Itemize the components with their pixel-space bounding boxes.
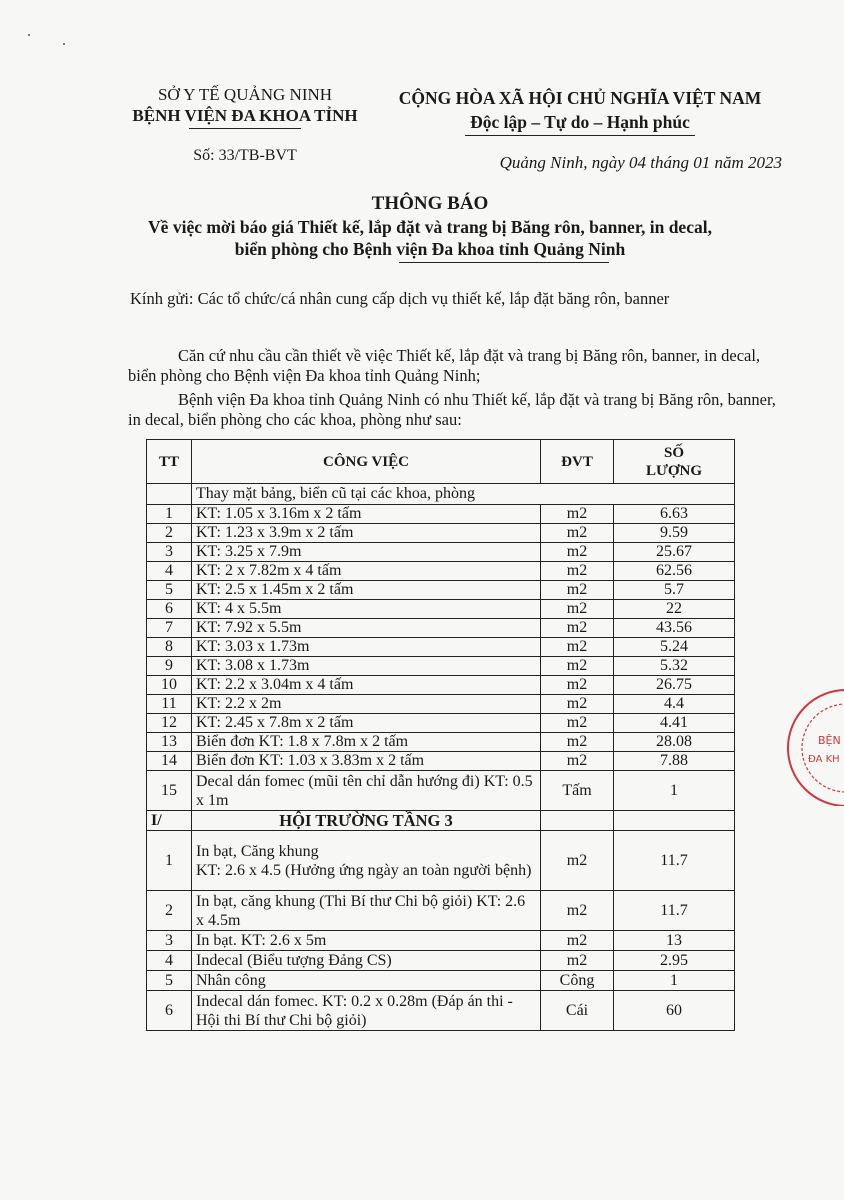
- issuer-block: [110, 84, 380, 166]
- table-row: [147, 733, 735, 752]
- document-title: THÔNG BÁO: [371, 193, 489, 214]
- header-qty-line1: SỐ: [663, 444, 684, 461]
- quantity-cell: 1: [614, 971, 735, 991]
- unit-cell: m2: [541, 733, 614, 752]
- row-number-cell: 1: [147, 831, 192, 891]
- stamp-text-bottom: ĐA KH: [808, 754, 840, 765]
- table-intro-row: [147, 484, 735, 505]
- table-row: [147, 505, 735, 524]
- table-row: [147, 524, 735, 543]
- motto-underline: [465, 135, 695, 136]
- table-row: [147, 600, 735, 619]
- quantity-cell: 6.63: [614, 505, 735, 524]
- quantity-cell: 7.88: [614, 752, 735, 771]
- work-description-cell: Biển đơn KT: 1.8 x 7.8m x 2 tấm: [192, 733, 541, 752]
- work-description-cell: KT: 3.03 x 1.73m: [192, 638, 541, 657]
- quantity-cell: 2.95: [614, 951, 735, 971]
- unit-cell: m2: [541, 600, 614, 619]
- unit-cell: m2: [541, 638, 614, 657]
- work-description-cell: KT: 2.2 x 3.04m x 4 tấm: [192, 676, 541, 695]
- row-number-cell: 1: [147, 505, 192, 524]
- row-number-cell: 10: [147, 676, 192, 695]
- table-row: [147, 951, 735, 971]
- national-heading: [380, 86, 780, 136]
- work-description-cell: KT: 2.2 x 2m: [192, 695, 541, 714]
- intro-tt-cell: [147, 484, 192, 505]
- row-number-cell: 7: [147, 619, 192, 638]
- work-description-cell: KT: 4 x 5.5m: [192, 600, 541, 619]
- section-title-cell: HỘI TRƯỜNG TẦNG 3: [192, 811, 541, 831]
- paragraph-basis: Căn cứ nhu cầu cần thiết về việc Thiết kế, lắp đặt và trang bị Băng rôn, banner, in decal, biển phòng cho Bệnh viện Đa khoa tỉnh Quảng Ninh;: [128, 346, 761, 385]
- work-description-cell: Indecal (Biểu tượng Đảng CS): [192, 951, 541, 971]
- unit-cell: m2: [541, 752, 614, 771]
- table-row: [147, 657, 735, 676]
- row-number-cell: 4: [147, 562, 192, 581]
- row-number-cell: 2: [147, 891, 192, 931]
- stamp-outer-ring: [788, 690, 844, 806]
- red-stamp-seal: [784, 686, 844, 806]
- table-row: [147, 971, 735, 991]
- document-subject-line2: biển phòng cho Bệnh viện Đa khoa tỉnh Quảng Ninh: [234, 239, 626, 259]
- unit-cell: m2: [541, 891, 614, 931]
- row-number-cell: 6: [147, 991, 192, 1031]
- work-description-cell: KT: 2.5 x 1.45m x 2 tấm: [192, 581, 541, 600]
- quantity-cell: 9.59: [614, 524, 735, 543]
- unit-cell: m2: [541, 543, 614, 562]
- work-description-cell: In bạt, Căng khung KT: 2.6 x 4.5 (Hưởng ứng ngày an toàn người bệnh): [192, 831, 541, 891]
- quantity-cell: 5.24: [614, 638, 735, 657]
- table-row: [147, 931, 735, 951]
- table-row: [147, 695, 735, 714]
- unit-cell: m2: [541, 581, 614, 600]
- section-empty-cell: [541, 811, 614, 831]
- quantity-cell: 26.75: [614, 676, 735, 695]
- row-number-cell: 4: [147, 951, 192, 971]
- section-number-cell: I/: [147, 811, 192, 831]
- row-number-cell: 3: [147, 543, 192, 562]
- intro-cell: Thay mặt bảng, biển cũ tại các khoa, phòng: [192, 484, 735, 505]
- work-description-cell: Indecal dán fomec. KT: 0.2 x 0.28m (Đáp án thi - Hội thi Bí thư Chi bộ giỏi): [192, 991, 541, 1031]
- unit-cell: m2: [541, 714, 614, 733]
- unit-cell: Tấm: [541, 771, 614, 811]
- work-description-cell: KT: 3.08 x 1.73m: [192, 657, 541, 676]
- table-row: [147, 752, 735, 771]
- table-row: [147, 581, 735, 600]
- unit-cell: m2: [541, 676, 614, 695]
- row-number-cell: 8: [147, 638, 192, 657]
- header-work: CÔNG VIỆC: [192, 440, 541, 484]
- table-row: [147, 991, 735, 1031]
- row-number-cell: 11: [147, 695, 192, 714]
- work-description-cell: KT: 7.92 x 5.5m: [192, 619, 541, 638]
- recipient-line: Kính gửi: Các tổ chức/cá nhân cung cấp dịch vụ thiết kế, lắp đặt băng rôn, banner: [130, 289, 670, 308]
- table-row: [147, 771, 735, 811]
- row-number-cell: 5: [147, 581, 192, 600]
- unit-cell: m2: [541, 524, 614, 543]
- title-block: [60, 192, 800, 263]
- quantity-cell: 5.7: [614, 581, 735, 600]
- row-number-cell: 3: [147, 931, 192, 951]
- row-number-cell: 13: [147, 733, 192, 752]
- table-row: [147, 831, 735, 891]
- stamp-inner-ring: [802, 704, 844, 792]
- unit-cell: m2: [541, 562, 614, 581]
- row-number-cell: 15: [147, 771, 192, 811]
- row-number-cell: 2: [147, 524, 192, 543]
- issuer-parent-org: SỞ Y TẾ QUẢNG NINH: [157, 85, 333, 104]
- issuer-underline: [189, 128, 301, 129]
- quantity-cell: 28.08: [614, 733, 735, 752]
- unit-cell: m2: [541, 695, 614, 714]
- work-description-cell: Decal dán fomec (mũi tên chỉ dẫn hướng đi) KT: 0.5 x 1m: [192, 771, 541, 811]
- header-qty: [614, 440, 735, 484]
- row-number-cell: 9: [147, 657, 192, 676]
- quantity-cell: 4.41: [614, 714, 735, 733]
- quantity-cell: 62.56: [614, 562, 735, 581]
- section-row: [147, 811, 735, 831]
- header-tt: TT: [147, 440, 192, 484]
- document-date: Quảng Ninh, ngày 04 tháng 01 năm 2023: [499, 153, 782, 172]
- row-number-cell: 6: [147, 600, 192, 619]
- table-header-row: [147, 440, 735, 484]
- subject-underline: [399, 262, 609, 263]
- unit-cell: m2: [541, 505, 614, 524]
- stamp-text-top: BỆN: [818, 734, 841, 747]
- unit-cell: m2: [541, 619, 614, 638]
- work-description-cell: KT: 1.05 x 3.16m x 2 tấm: [192, 505, 541, 524]
- quantity-cell: 60: [614, 991, 735, 1031]
- header-unit: ĐVT: [541, 440, 614, 484]
- header-qty-line2: LƯỢNG: [645, 462, 703, 479]
- work-description-cell: In bạt. KT: 2.6 x 5m: [192, 931, 541, 951]
- quantity-cell: 11.7: [614, 891, 735, 931]
- quantity-cell: 13: [614, 931, 735, 951]
- work-description-cell: KT: 3.25 x 7.9m: [192, 543, 541, 562]
- country-name: CỘNG HÒA XÃ HỘI CHỦ NGHĨA VIỆT NAM: [398, 88, 762, 108]
- items-table: [146, 439, 735, 1031]
- scan-speck: [28, 34, 30, 36]
- unit-cell: m2: [541, 931, 614, 951]
- table-row: [147, 891, 735, 931]
- national-motto: Độc lập – Tự do – Hạnh phúc: [470, 112, 690, 132]
- table-row: [147, 562, 735, 581]
- scan-speck: [63, 43, 65, 45]
- document-number: Số: 33/TB-BVT: [193, 147, 297, 164]
- quantity-cell: 4.4: [614, 695, 735, 714]
- quantity-cell: 22: [614, 600, 735, 619]
- table-row: [147, 619, 735, 638]
- table-row: [147, 543, 735, 562]
- issuer-org: BỆNH VIỆN ĐA KHOA TỈNH: [132, 106, 358, 125]
- document-subject-line1: Về việc mời báo giá Thiết kế, lắp đặt và trang bị Băng rôn, banner, in decal,: [148, 217, 712, 237]
- quantity-cell: 1: [614, 771, 735, 811]
- work-description-cell: In bạt, căng khung (Thi Bí thư Chi bộ giỏi) KT: 2.6 x 4.5m: [192, 891, 541, 931]
- paragraph-request: Bệnh viện Đa khoa tỉnh Quảng Ninh có nhu Thiết kế, lắp đặt và trang bị Băng rôn, banner, in decal, biển phòng cho các khoa, phòng như sau:: [128, 390, 776, 429]
- table-row: [147, 714, 735, 733]
- quantity-cell: 11.7: [614, 831, 735, 891]
- unit-cell: Cái: [541, 991, 614, 1031]
- work-description-cell: Nhân công: [192, 971, 541, 991]
- work-description-cell: KT: 2.45 x 7.8m x 2 tấm: [192, 714, 541, 733]
- work-description-cell: KT: 1.23 x 3.9m x 2 tấm: [192, 524, 541, 543]
- row-number-cell: 12: [147, 714, 192, 733]
- table-row: [147, 638, 735, 657]
- work-description-cell: KT: 2 x 7.82m x 4 tấm: [192, 562, 541, 581]
- work-description-cell: Biển đơn KT: 1.03 x 3.83m x 2 tấm: [192, 752, 541, 771]
- unit-cell: m2: [541, 657, 614, 676]
- section-empty-cell: [614, 811, 735, 831]
- unit-cell: m2: [541, 951, 614, 971]
- unit-cell: m2: [541, 831, 614, 891]
- unit-cell: Công: [541, 971, 614, 991]
- row-number-cell: 14: [147, 752, 192, 771]
- row-number-cell: 5: [147, 971, 192, 991]
- table-row: [147, 676, 735, 695]
- quantity-cell: 5.32: [614, 657, 735, 676]
- quantity-cell: 25.67: [614, 543, 735, 562]
- quantity-cell: 43.56: [614, 619, 735, 638]
